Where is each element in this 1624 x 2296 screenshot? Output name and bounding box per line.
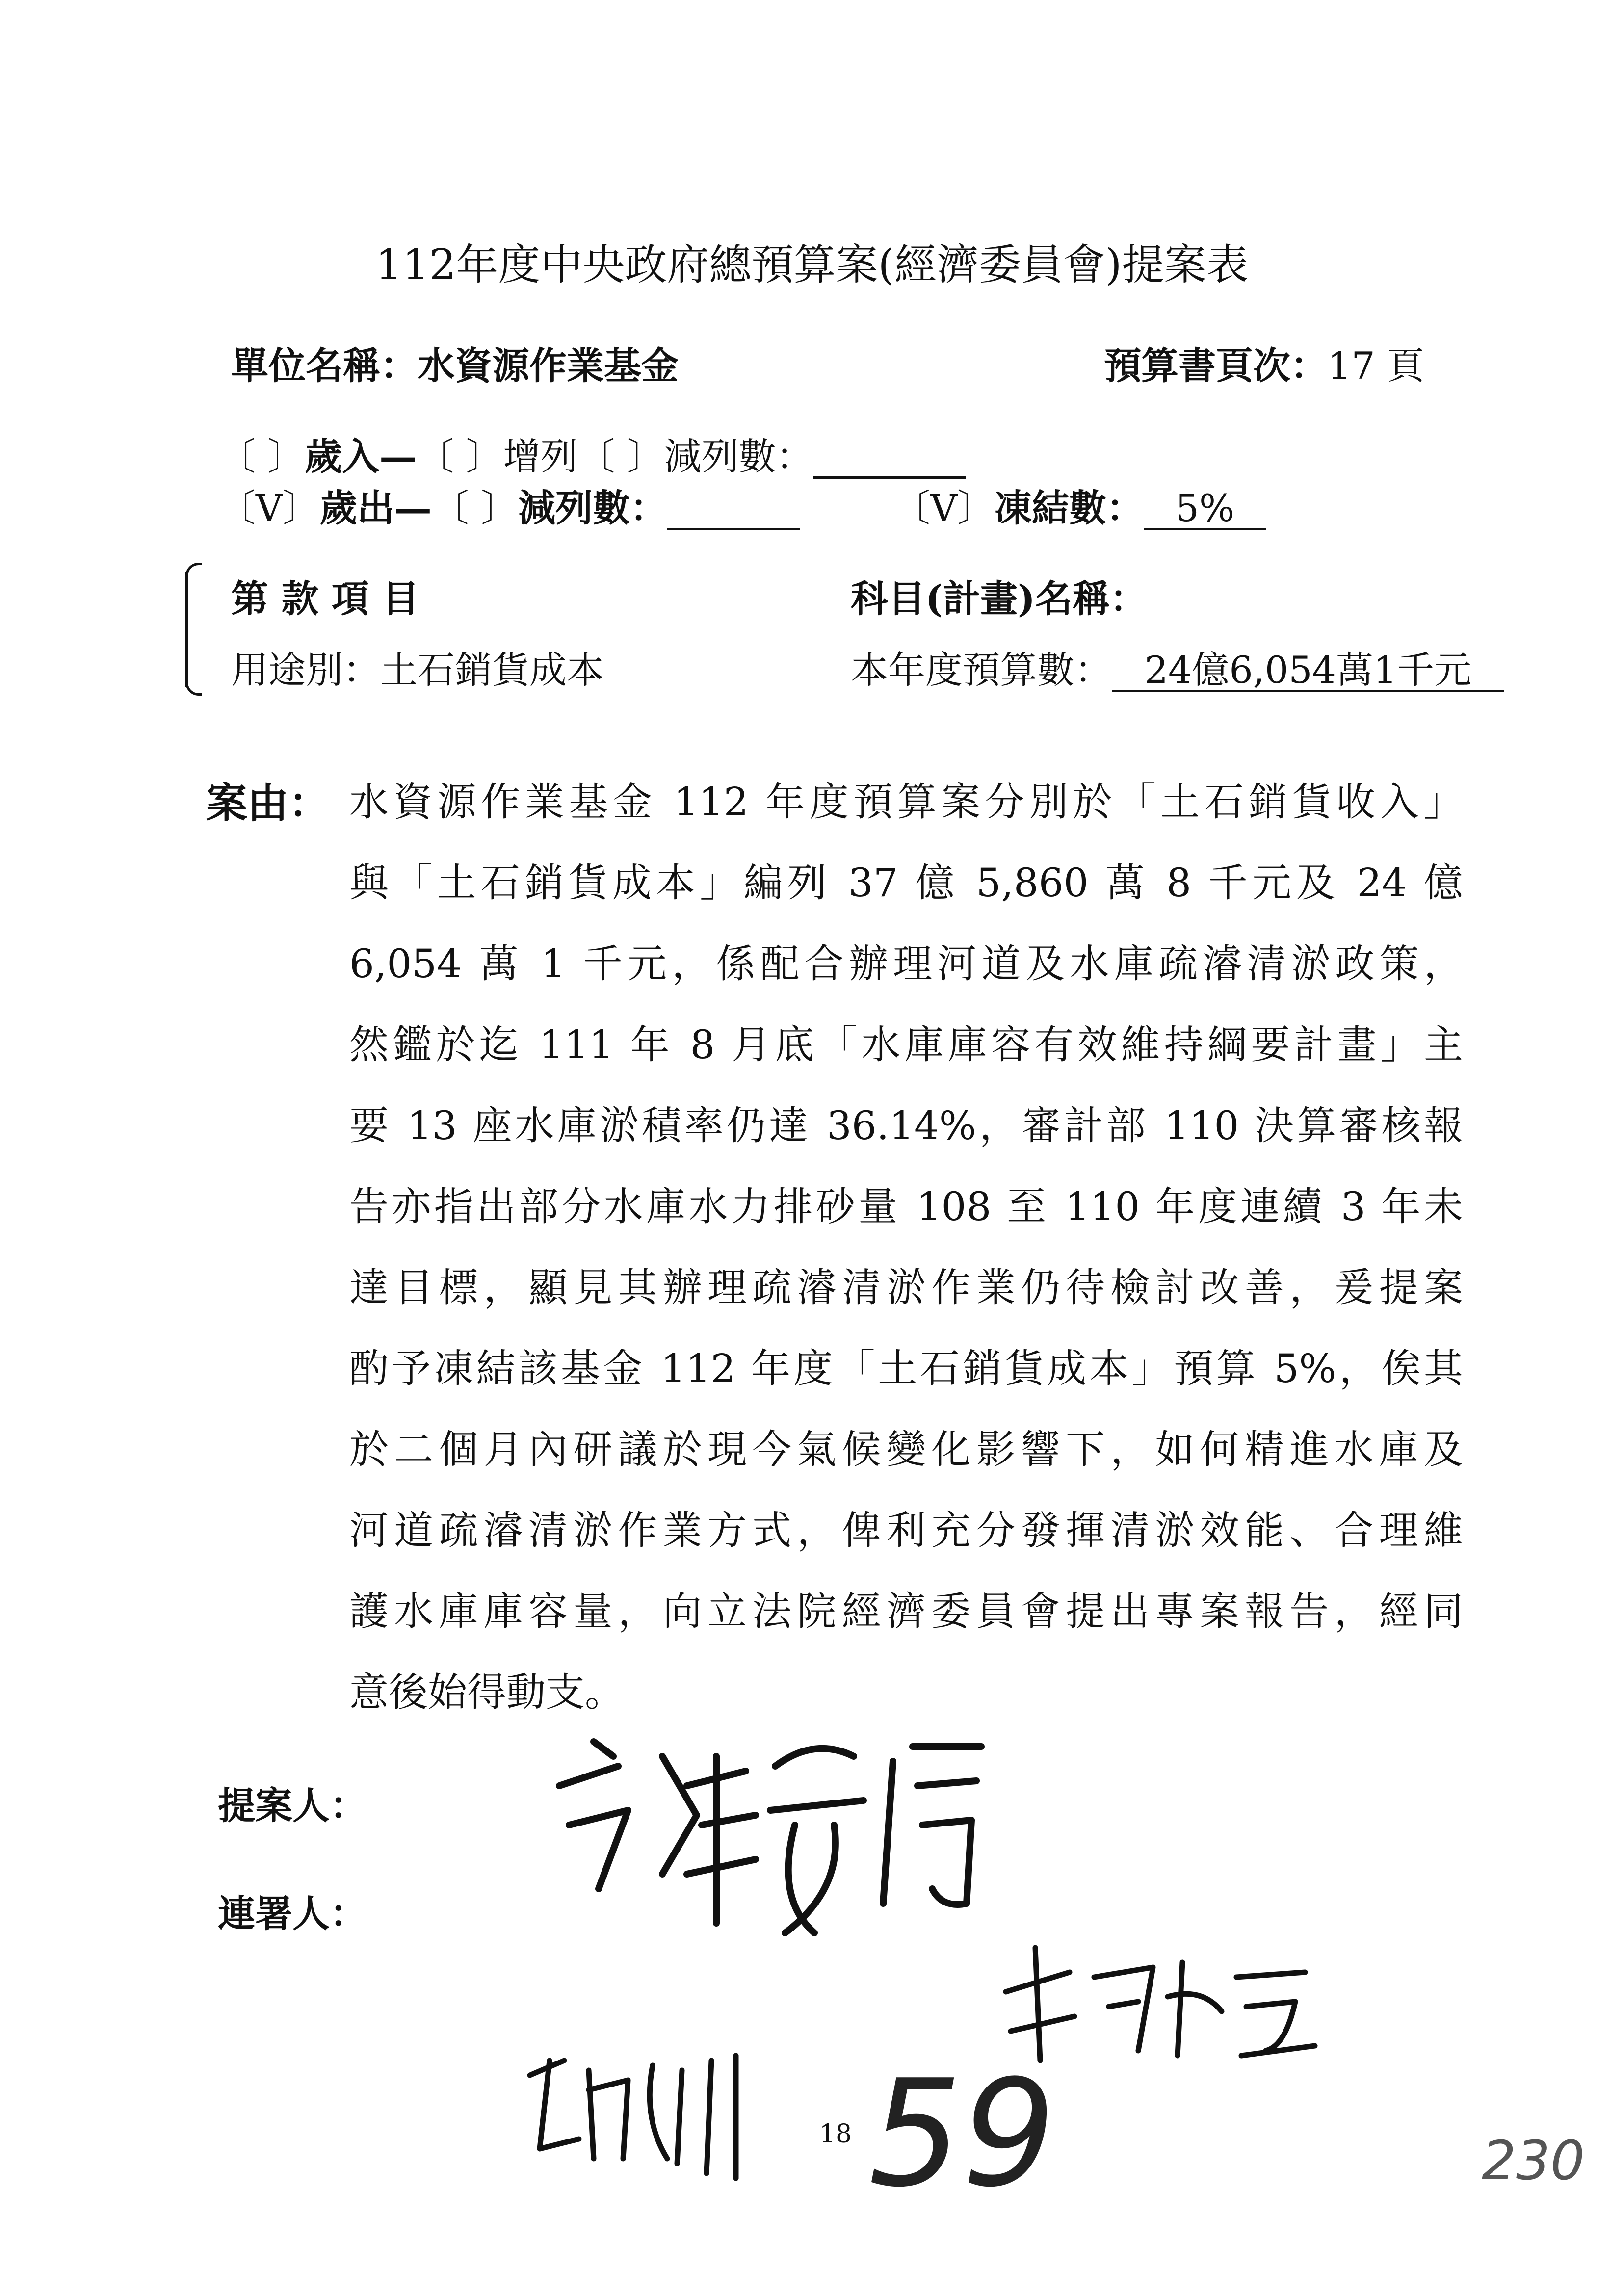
reason-line: 告亦指出部分水庫水力排砂量 108 至 110 年度連續 3 年未 (349, 1184, 1463, 1229)
reason-label: 案由： (206, 779, 330, 827)
revenue-decrease-label: 減列數： (664, 435, 813, 478)
expense-checkbox[interactable]: 〔V〕 (218, 486, 320, 530)
increase-label: 增列 (503, 435, 578, 478)
revenue-checkbox[interactable]: 〔 〕 (218, 435, 305, 478)
reason-line: 酌予凍結該基金 112 年度「土石銷貨成本」預算 5%，俟其 (349, 1346, 1463, 1391)
proposer-signature (540, 1727, 1006, 1962)
reason-line: 6,054 萬 1 千元，係配合辦理河道及水庫疏濬清淤政策， (349, 941, 1463, 987)
item-bracket (185, 572, 208, 687)
expense-label: 歲出— (319, 486, 432, 530)
reason-line: 達目標，顯見其辦理疏濬清淤作業仍待檢討改善，爰提案 (349, 1265, 1463, 1310)
cosigner-label: 連署人： (218, 1892, 367, 1935)
freeze-label: 凍結數： (994, 486, 1144, 530)
reason-line: 水資源作業基金 112 年度預算案分別於「土石銷貨收入」 (349, 779, 1463, 825)
budget-page-label: 預算書頁次： (1104, 344, 1328, 388)
usage-value: 土石銷貨成本 (380, 648, 604, 692)
proposer-label: 提案人： (218, 1784, 367, 1827)
item-label: 第 款 項 目 (231, 577, 419, 621)
unit-name (231, 336, 679, 390)
revenue-label: 歲入— (305, 435, 417, 478)
expense-decrease-label: 減列數： (518, 486, 668, 530)
subject-name-label: 科目(計畫)名稱： (851, 577, 1147, 621)
reason-line: 於二個月內研議於現今氣候變化影響下，如何精進水庫及 (349, 1427, 1463, 1472)
increase-checkbox[interactable]: 〔 〕 (417, 435, 503, 478)
reason-line: 與「土石銷貨成本」編列 37 億 5,860 萬 8 千元及 24 億 (349, 860, 1463, 906)
revenue-decrease-field[interactable] (813, 437, 966, 479)
reason-line: 要 13 座水庫淤積率仍達 36.14%，審計部 110 決算審核報 (349, 1103, 1463, 1148)
budget-book-page (1104, 336, 1424, 390)
unit-name-label: 單位名稱： (231, 344, 418, 388)
expense-decrease-checkbox[interactable]: 〔 〕 (431, 486, 519, 530)
reason-line: 河道疏濬清淤作業方式，俾利充分發揮清淤效能、合理維 (349, 1508, 1463, 1553)
budget-amount-row (851, 640, 1504, 694)
revenue-decrease-checkbox[interactable]: 〔 〕 (577, 435, 664, 478)
revenue-row (218, 427, 966, 480)
reason-line: 然鑑於迄 111 年 8 月底「水庫庫容有效維持綱要計畫」主 (349, 1022, 1463, 1068)
expense-decrease-field[interactable] (667, 489, 800, 530)
page-number: 18 (819, 2119, 852, 2149)
unit-name-value: 水資源作業基金 (418, 344, 679, 388)
usage-label: 用途別： (231, 648, 380, 692)
form-title: 112年度中央政府總預算案(經濟委員會)提案表 (375, 240, 1249, 289)
handwritten-number: 59 (868, 2048, 1056, 2219)
freeze-checkbox[interactable]: 〔V〕 (893, 486, 995, 530)
freeze-amount-field[interactable]: 5% (1144, 489, 1266, 530)
budget-amount-value: 24億6,054萬1千元 (1112, 651, 1504, 692)
freeze-group (893, 478, 1266, 532)
reason-line: 意後始得動支。 (349, 1670, 624, 1715)
reason-line: 護水庫庫容量，向立法院經濟委員會提出專案報告，經同 (349, 1589, 1463, 1634)
expense-row (218, 478, 800, 532)
budget-page-value: 17 頁 (1328, 344, 1424, 388)
usage-row (231, 640, 604, 694)
budget-amount-label: 本年度預算數： (851, 648, 1112, 692)
corner-number: 230 (1482, 2129, 1585, 2192)
cosigner-signature-1 (520, 2031, 775, 2193)
